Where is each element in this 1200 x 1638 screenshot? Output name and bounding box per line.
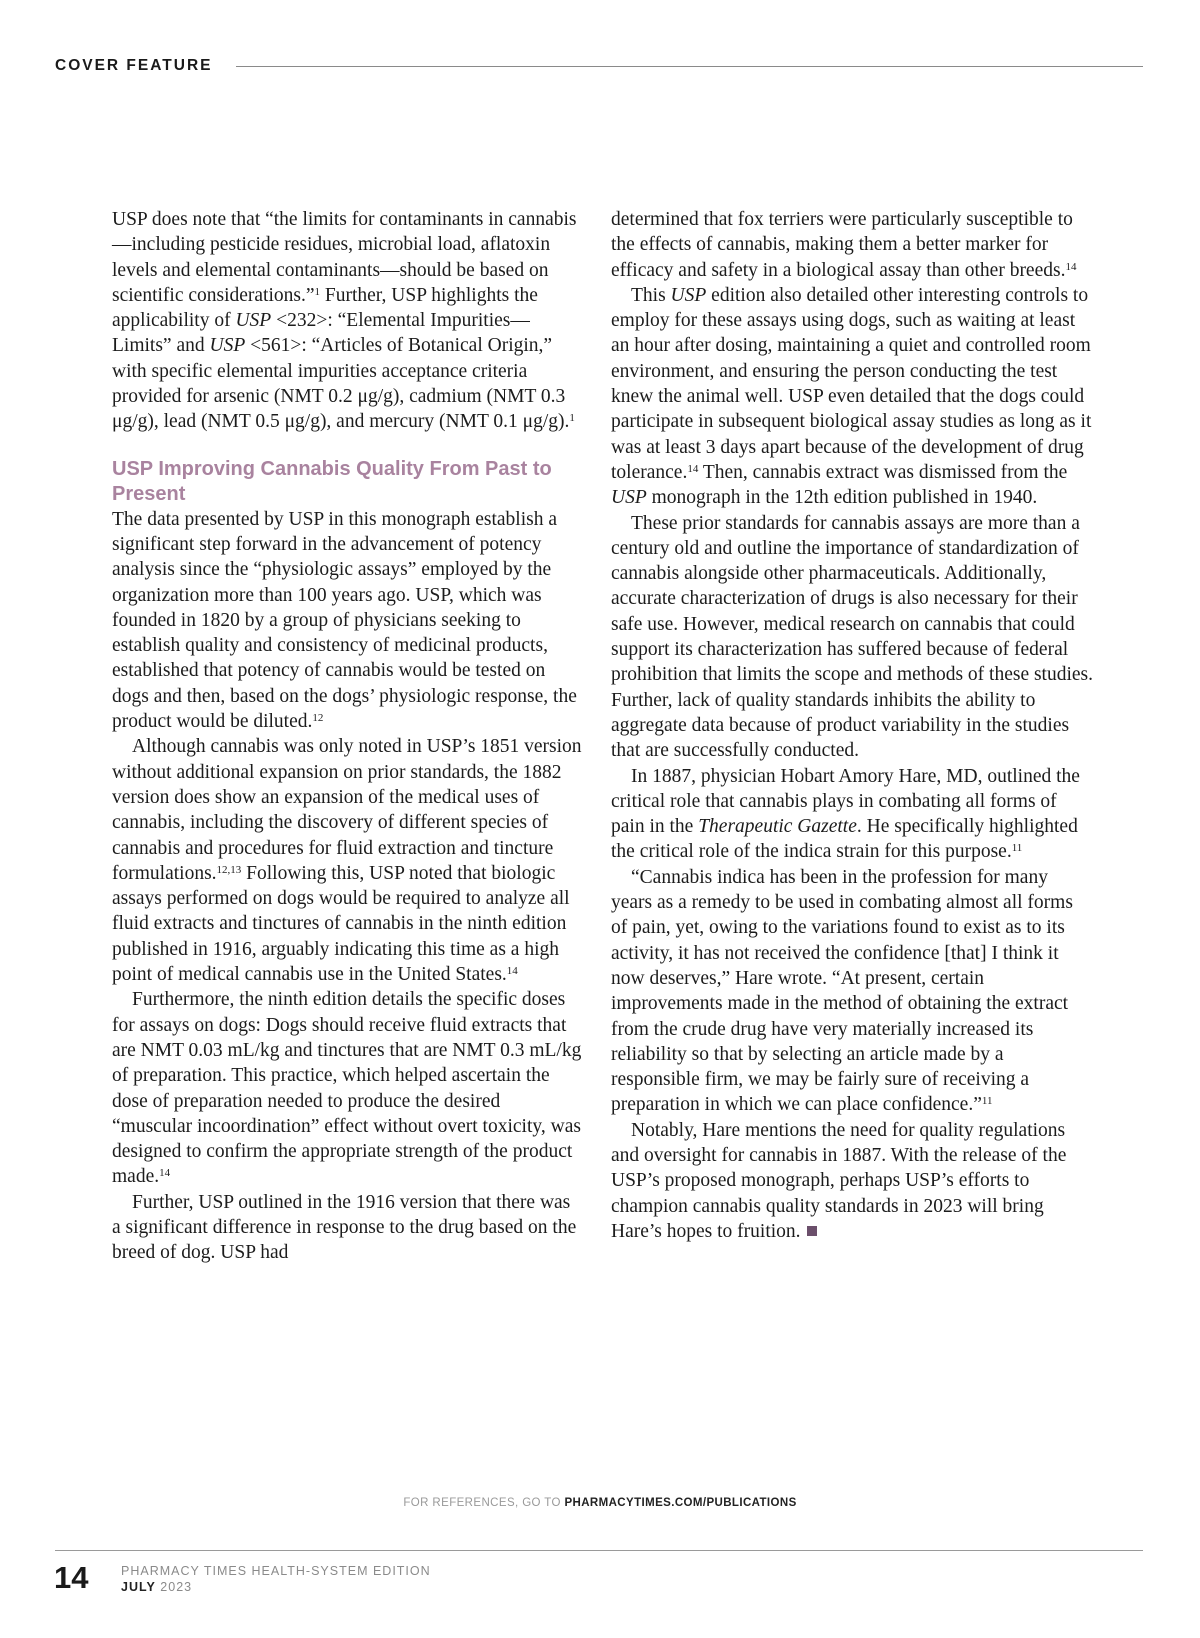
left-column bbox=[112, 207, 582, 1266]
citation: 11 bbox=[1011, 842, 1023, 855]
citation: 11 bbox=[981, 1095, 993, 1108]
paragraph: “Cannabis indica has been in the profession for many years as a remedy to be used in combating almost all forms of pain, yet, owing to the variations found to exist as to its activity, it has not received the confidence [that] I think it now deserves,” Hare wrote. “At present, certain improvements made in the method of obtaining the extract from the crude drug have very materially increased its reliability so that by selecting an article made by a responsible firm, we may be fairly sure of receiving a preparation in which we can place confidence.”$^{11}$ bbox=[611, 866, 1073, 1116]
citation: 14 bbox=[506, 965, 518, 978]
paragraph: In 1887, physician Hobart Amory Hare, MD, outlined the critical role that cannabis plays in combating all forms of pain in the Therapeutic Gazette. He specifically highlighted the critical role of the indica strain for this purpose.$^{11}$ bbox=[611, 765, 1080, 863]
citation: 14 bbox=[687, 462, 699, 475]
references-link[interactable]: PHARMACYTIMES.COM/PUBLICATIONS bbox=[564, 1497, 797, 1509]
citation: 1 bbox=[569, 412, 575, 425]
references-note: FOR REFERENCES, GO TO PHARMACYTIMES.COM/PUBLICATIONS bbox=[403, 1497, 797, 1509]
paragraph: USP does note that “the limits for contaminants in cannabis—including pesticide residues, microbial load, aflatoxin levels and elemental contaminants—should be based on scientific considerations.”$^1$ Further, USP highlights the applicability of USP <232>: “Elemental Impurities—Limits” and USP <561>: “Articles of Botanical Origin,” with specific elemental impurities acceptance criteria provided for arsenic (NMT 0.2 μg/g), cadmium (NMT 0.3 μg/g), lead (NMT 0.5 μg/g), and mercury (NMT 0.1 μg/g).$^1$ bbox=[112, 209, 577, 433]
citation: 12,13 bbox=[216, 863, 242, 876]
citation: 14 bbox=[1065, 260, 1077, 273]
right-column bbox=[611, 207, 1093, 1244]
paragraph: Notably, Hare mentions the need for quality regulations and oversight for cannabis in 1887. With the release of the USP’s proposed monograph, perhaps USP’s efforts to champion cannabis quality standards in 2023 will bring Hare’s hopes to fruition. bbox=[611, 1119, 1067, 1242]
footer-divider bbox=[55, 1550, 1143, 1551]
citation: 14 bbox=[159, 1167, 171, 1180]
paragraph: The data presented by USP in this monograph establish a significant step forward in the advancement of potency analysis since the “physiologic assays” employed by the organization more than 100 years ago. USP, which was founded in 1820 by a group of physicians seeking to establish quality and consistency of medicinal products, established that potency of cannabis would be tested on dogs and then, based on the dogs’ physiologic response, the product would be diluted.$^{12}$ bbox=[112, 508, 577, 733]
header-divider bbox=[236, 66, 1143, 67]
publication-info bbox=[121, 1563, 431, 1595]
paragraph: Further, USP outlined in the 1916 version that there was a significant difference in response to the drug based on the breed of dog. USP had bbox=[112, 1191, 577, 1264]
section-label: COVER FEATURE bbox=[55, 57, 213, 74]
paragraph: These prior standards for cannabis assays are more than a century old and outline the importance of standardization of cannabis alongside other pharmaceuticals. Additionally, accurate characterization of drugs is also necessary for their safe use. However, medical research on cannabis that could support its characterization has suffered because of federal prohibition that limits the scope and methods of these studies. Further, lack of quality standards inhibits the ability to aggregate data because of product variability in the studies that are successfully conducted. bbox=[611, 512, 1094, 762]
publication-name: PHARMACY TIMES HEALTH-SYSTEM EDITION bbox=[121, 1564, 431, 1578]
end-of-article-icon bbox=[807, 1226, 817, 1236]
paragraph: Although cannabis was only noted in USP’s 1851 version without additional expansion on prior standards, the 1882 version does show an expansion of the medical uses of cannabis, including the discovery of different species of cannabis and procedures for fluid extraction and tincture formulations.$^{12,13}$ Following this, USP noted that biologic assays performed on dogs would be required to analyze all fluid extracts and tinctures of cannabis in the ninth edition published in 1916, arguably indicating this time as a high point of medical cannabis use in the United States.$^{14}$ bbox=[112, 736, 582, 986]
paragraph: This USP edition also detailed other interesting controls to employ for these assays using dogs, such as waiting at least an hour after dosing, maintaining a quiet and controlled room environment, and ensuring the person conducting the test knew the animal well. USP even detailed that the dogs could participate in subsequent biological assay studies as long as it was at least 3 days apart because of the development of drug tolerance.$^{14}$ Then, cannabis extract was dismissed from the USP monograph in the 12th edition published in 1940. bbox=[611, 284, 1092, 509]
page-number: 14 bbox=[54, 1560, 89, 1595]
publication-date: JULY 2023 bbox=[121, 1580, 193, 1594]
citation: 12 bbox=[312, 712, 324, 725]
section-heading: USP Improving Cannabis Quality From Past to Present bbox=[112, 457, 552, 505]
paragraph: Furthermore, the ninth edition details the specific doses for assays on dogs: Dogs should receive fluid extracts that are NMT 0.03 mL/kg and tinctures that are NMT 0.3 mL/kg of preparation. This practice, which helped ascertain the dose of preparation needed to produce the desired “muscular incoordination” effect without overt toxicity, was designed to confirm the appropriate strength of the product made.$^{14}$ bbox=[112, 989, 582, 1188]
paragraph: determined that fox terriers were particularly susceptible to the effects of cannabis, making them a better marker for efficacy and safety in a biological assay than other breeds.$^{14}$ bbox=[611, 209, 1077, 281]
citation: 1 bbox=[314, 285, 321, 298]
